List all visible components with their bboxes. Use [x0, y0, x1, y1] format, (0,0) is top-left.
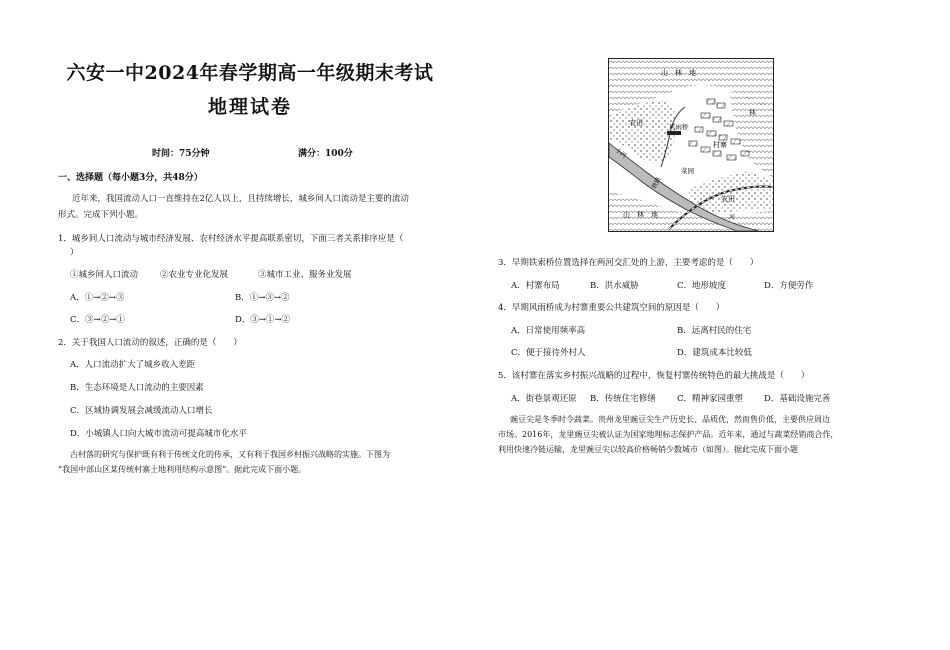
map-label-farmland-left: 农田 [629, 119, 643, 127]
q1-item-1: ①城乡间人口流动 [70, 270, 139, 280]
q2-option-a[interactable]: A．人口流动扩大了城乡收入差距 [70, 360, 196, 370]
map-label-garden: 菜园 [681, 167, 694, 175]
q2-option-b[interactable]: B．生态环境是人口流动的主要因素 [70, 383, 204, 393]
map-label-bridge: 风雨桥 [669, 123, 689, 131]
map-label-rail: 铁路 [650, 176, 663, 190]
q3-option-b[interactable]: B．洪水威胁 [590, 281, 639, 291]
map-label-river-bottom: 河 [729, 214, 736, 221]
q3-stem: 3．早期铁索桥位置选择在两河交汇处的上游，主要考虑的是（ ） [498, 258, 759, 268]
q3-option-c[interactable]: C．地形坡度 [677, 281, 727, 291]
q5-option-a[interactable]: A．街巷景观还原 [511, 394, 577, 404]
q5-option-c[interactable]: C．精神家园重塑 [677, 394, 744, 404]
q1-item-3: ③城市工业、服务业发展 [258, 270, 352, 280]
q4-option-b[interactable]: B．远离村民的住宅 [677, 326, 752, 336]
q5-stem: 5．该村寨在落实乡村振兴战略的过程中，恢复村寨传统特色的最大挑战是（ ） [498, 371, 810, 381]
q1-option-d[interactable]: D．③→①→② [235, 315, 291, 325]
q1-stem: 1．城乡间人口流动与城市经济发展、农村经济水平提高联系密切，下面三者关系排序应是（ [58, 234, 404, 244]
q2-stem: 2．关于我国人口流动的叙述，正确的是（ ） [58, 338, 242, 348]
exam-subject: 地理试卷 [207, 96, 292, 118]
q3-option-d[interactable]: D．方便劳作 [764, 281, 814, 291]
intro3-line2: 市场。2016年，龙里豌豆尖被认证为国家地理标志保护产品。近年来，通过与蔬菜经销商合作， [498, 430, 839, 439]
q2-option-c[interactable]: C．区域协调发展会减缓流动人口增长 [70, 406, 213, 416]
intro2-line1: 古村落的研究与保护既有利于传统文化的传承，又有利于我国乡村振兴战略的实施。下图为 [70, 450, 390, 459]
map-label-mountain-bottom: 山 林 地 [623, 211, 658, 219]
village-land-use-map [608, 58, 774, 232]
intro3-line1: 豌豆尖是冬季时令蔬菜。贵州龙里豌豆尖生产历史长、品质优，然而售价低，主要供应周边 [510, 415, 830, 424]
q5-option-d[interactable]: D．基础设施完善 [764, 394, 831, 404]
q1-option-c[interactable]: C．③→②→① [70, 315, 125, 325]
map-label-village: 村寨 [713, 141, 727, 149]
q1-option-a[interactable]: A．①→②→③ [70, 293, 125, 303]
exam-title: 六安一中2024年春学期高一年级期末考试 [66, 62, 434, 84]
map-label-river-left: 小河 [613, 146, 628, 160]
q1-item-2: ②农业专业化发展 [160, 270, 229, 280]
q3-option-a[interactable]: A．村寨布局 [511, 281, 560, 291]
map-label-farmland-right: 农田 [721, 195, 735, 203]
exam-score: 满分：100分 [298, 149, 353, 159]
map-label-mountain-top: 山 林 地 [661, 69, 696, 77]
intro3-line3: 利用快速冷链运输，龙里豌豆尖以较高价格畅销少数城市（如图）。据此完成下面小题 [498, 445, 798, 454]
q4-option-c[interactable]: C．便于接待外村人 [511, 348, 586, 358]
q5-option-b[interactable]: B．传统住宅修缮 [590, 394, 656, 404]
exam-time: 时间：75分钟 [152, 149, 210, 159]
q1-stem-cont: ） [70, 248, 79, 258]
q1-option-b[interactable]: B．①→③→② [235, 293, 290, 303]
q4-option-d[interactable]: D．建筑成本比较低 [677, 348, 752, 358]
intro1-line2: 形式。完成下列小题。 [58, 210, 144, 220]
section-heading: 一、选择题（每小题3分，共48分） [58, 173, 203, 183]
q4-option-a[interactable]: A．日常使用频率高 [511, 326, 586, 336]
q2-option-d[interactable]: D．小城镇人口向大城市流动可提高城市化水平 [70, 429, 247, 439]
map-label-forest-right: 林 [749, 109, 756, 117]
q4-stem: 4．早期风雨桥成为村寨重要公共建筑空间的原因是（ ） [498, 303, 725, 313]
intro2-line2: “我国中部山区某传统村寨土地利用结构示意图”。据此完成下面小题。 [58, 465, 307, 474]
intro1-line1: 近年来，我国流动人口一直维持在2亿人以上，且持续增长，城乡间人口流动是主要的流动 [72, 194, 409, 204]
